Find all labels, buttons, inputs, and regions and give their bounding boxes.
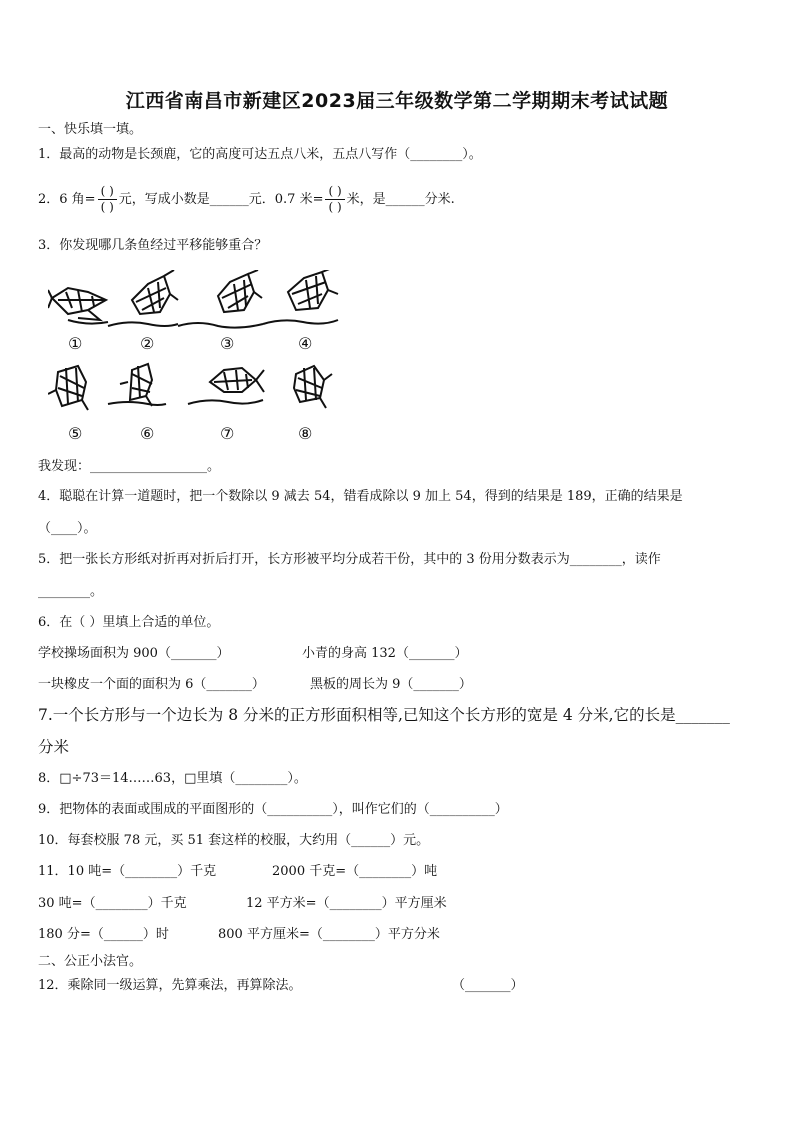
- q2-frac-den: ( ): [100, 200, 114, 214]
- q2-prefix: 2．6 角=: [38, 192, 96, 207]
- question-11e: 180 分=（______）时: [38, 927, 169, 942]
- question-5: 5．把一张长方形纸对折再对折后打开，长方形被平均分成若干份，其中的 3 份用分数表示为________，读作: [38, 552, 661, 567]
- section-2-heading: 二、公正小法官。: [38, 954, 143, 969]
- fish-row-1-drawing: [48, 270, 348, 332]
- question-11d: 12 平方米=（________）平方厘米: [246, 896, 447, 911]
- question-6a: 学校操场面积为 900（_______）: [38, 646, 230, 661]
- question-3: 3．你发现哪几条鱼经过平移能够重合？: [38, 238, 268, 253]
- fish-label-4: ④: [298, 334, 313, 353]
- question-8: 8．□÷73＝14……63，□里填（________）。: [38, 771, 307, 786]
- fish-label-8: ⑧: [298, 424, 313, 443]
- page-title: 江西省南昌市新建区2023届三年级数学第二学期期末考试试题: [125, 90, 669, 112]
- q2-fraction-2: [325, 184, 344, 215]
- fish-label-5: ⑤: [68, 424, 83, 443]
- q2-frac2-num: ( ): [325, 184, 344, 200]
- question-11f: 800 平方厘米=（________）平方分米: [218, 927, 440, 942]
- question-11b: 2000 千克=（________）吨: [272, 864, 438, 879]
- question-4: 4．聪聪在计算一道题时，把一个数除以 9 减去 54，错看成除以 9 加上 54，得到的结果是 189，正确的结果是: [38, 489, 683, 504]
- fish-label-6: ⑥: [140, 424, 155, 443]
- fish-label-2: ②: [140, 334, 155, 353]
- question-7: 7.一个长方形与一个边长为 8 分米的正方形面积相等,已知这个长方形的宽是 4 分米,它的长是_______: [38, 706, 730, 724]
- fish-figure: [48, 262, 348, 447]
- q2-frac2-den: ( ): [328, 200, 342, 214]
- question-6: 6．在（ ）里填上合适的单位。: [38, 615, 220, 630]
- q2-frac-num: ( ): [98, 184, 117, 200]
- question-6b: 小青的身高 132（_______）: [302, 646, 468, 661]
- fish-label-7: ⑦: [220, 424, 235, 443]
- question-10: 10．每套校服 78 元，买 51 套这样的校服，大约用（______）元。: [38, 833, 430, 848]
- section-1-heading: 一、快乐填一填。: [38, 122, 143, 137]
- question-5-answer: ________。: [38, 584, 104, 599]
- found-answer-line: 我发现：__________________。: [38, 459, 221, 474]
- question-11a: 11．10 吨=（________）千克: [38, 864, 217, 879]
- fish-label-1: ①: [68, 334, 83, 353]
- question-12-answer-blank: （_______）: [452, 978, 524, 993]
- q2-mid-1: 元，写成小数是______元．0.7 米=: [118, 192, 324, 207]
- question-7-unit: 分米: [38, 738, 70, 756]
- question-1: 1．最高的动物是长颈鹿，它的高度可达五点八米，五点八写作（________）。: [38, 147, 482, 162]
- question-4-answer: （____）。: [38, 521, 97, 536]
- q2-mid-2: 米，是______分米.: [346, 192, 455, 207]
- fish-row-2-drawing: [48, 360, 348, 422]
- question-6c: 一块橡皮一个面的面积为 6（_______）: [38, 677, 265, 692]
- question-6d: 黑板的周长为 9（_______）: [310, 677, 472, 692]
- question-9: 9．把物体的表面或围成的平面图形的（__________），叫作它们的（__________）: [38, 802, 508, 817]
- question-2: [38, 180, 455, 220]
- q2-fraction-1: [98, 184, 117, 215]
- question-12: 12．乘除同一级运算，先算乘法，再算除法。: [38, 978, 302, 993]
- question-11c: 30 吨=（________）千克: [38, 896, 187, 911]
- fish-label-3: ③: [220, 334, 235, 353]
